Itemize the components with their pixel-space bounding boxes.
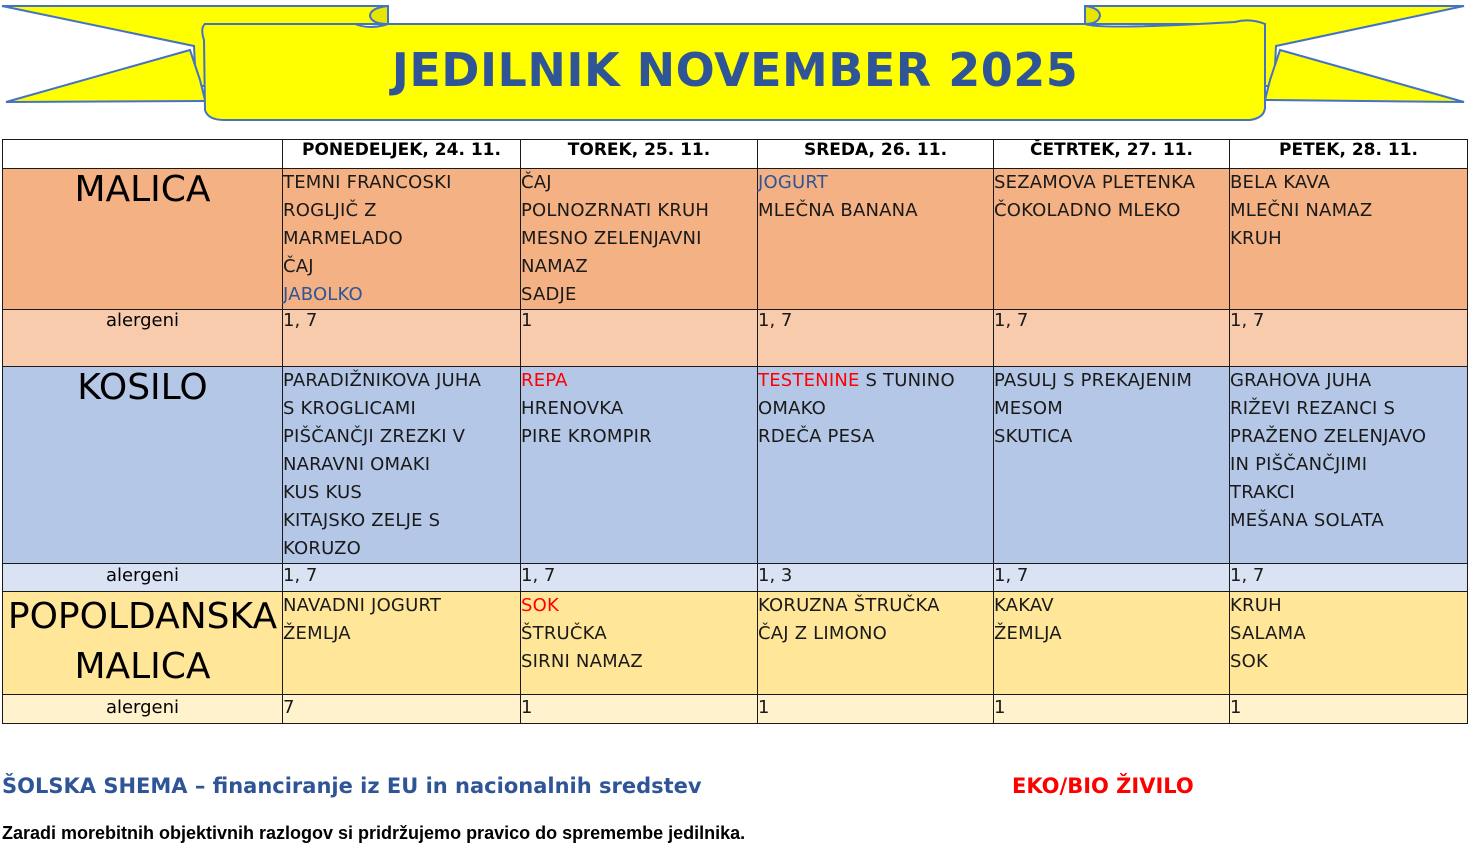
menu-item-text: MLEČNI NAMAZ [1230, 200, 1373, 221]
menu-cell [283, 367, 521, 564]
day-header: PETEK, 28. 11. [1230, 140, 1468, 169]
menu-item-text: ČAJ [521, 172, 552, 193]
menu-item-line [994, 395, 1229, 423]
allergen-cell: 1, 3 [758, 564, 994, 592]
menu-item-text: MESNO ZELENJAVNI [521, 228, 702, 249]
menu-item-text: ŽEMLJA [994, 623, 1062, 644]
menu-item-line [1230, 507, 1467, 535]
kosilo-row [3, 367, 1468, 564]
allergen-cell: 1, 7 [994, 564, 1230, 592]
meal-label-line: MALICA [74, 646, 211, 687]
kosilo-allergen-row [3, 564, 1468, 592]
menu-item-line [283, 535, 520, 563]
menu-item-line [1230, 423, 1467, 451]
day-header: ČETRTEK, 27. 11. [994, 140, 1230, 169]
menu-item-line [758, 367, 993, 395]
menu-item-line [758, 620, 993, 648]
allergen-cell: 1 [994, 695, 1230, 724]
menu-item-text: REPA [521, 370, 568, 391]
menu-item-text: SALAMA [1230, 623, 1306, 644]
menu-item-line [1230, 169, 1467, 197]
menu-item-line [1230, 648, 1467, 676]
menu-item-line [521, 169, 757, 197]
menu-item-text: PIŠČANČJI ZREZKI V [283, 426, 466, 447]
ribbon-right-lower [1265, 50, 1464, 102]
menu-item-text: TEMNI FRANCOSKI [283, 172, 452, 193]
menu-cell [758, 592, 994, 695]
allergen-cell: 1, 7 [283, 310, 521, 367]
menu-item-line [1230, 367, 1467, 395]
menu-item-text: RDEČA PESA [758, 426, 875, 447]
menu-item-line [283, 197, 520, 225]
menu-cell [1230, 592, 1468, 695]
menu-item-text: SKUTICA [994, 426, 1073, 447]
menu-item-line [758, 197, 993, 225]
menu-item-line [994, 169, 1229, 197]
menu-item-line [994, 367, 1229, 395]
menu-item-text: MLEČNA BANANA [758, 200, 918, 221]
day-header: SREDA, 26. 11. [758, 140, 994, 169]
menu-item-text: KRUH [1230, 228, 1282, 249]
menu-item-text: MARMELADO [283, 228, 403, 249]
menu-item-line [758, 592, 993, 620]
menu-item-line [521, 395, 757, 423]
allergen-cell: 1 [758, 695, 994, 724]
menu-cell [521, 169, 758, 310]
menu-item-line [521, 620, 757, 648]
menu-item-line [521, 367, 757, 395]
menu-cell [1230, 367, 1468, 564]
menu-cell [994, 367, 1230, 564]
malica-allergen-row [3, 310, 1468, 367]
menu-item-text: MESOM [994, 398, 1064, 419]
menu-cell [758, 169, 994, 310]
menu-item-text: KORUZO [283, 538, 362, 559]
menu-item-line [1230, 479, 1467, 507]
menu-item-text: NARAVNI OMAKI [283, 454, 431, 475]
day-header: PONEDELJEK, 24. 11. [283, 140, 521, 169]
menu-item-text: HRENOVKA [521, 398, 624, 419]
menu-item-text: PASULJ S PREKAJENIM [994, 370, 1193, 391]
menu-item-text: BELA KAVA [1230, 172, 1331, 193]
menu-item-text: JABOLKO [283, 284, 363, 305]
menu-item-text: PRAŽENO ZELENJAVO [1230, 426, 1427, 447]
disclaimer-note: Zaradi morebitnih objektivnih razlogov si pridržujemo pravico do spremembe jedilnika. [2, 823, 746, 843]
menu-item-line [994, 423, 1229, 451]
meal-label-popoldanska [3, 592, 283, 695]
menu-item-line [1230, 620, 1467, 648]
menu-item-text: POLNOZRNATI KRUH [521, 200, 710, 221]
menu-item-line [283, 620, 520, 648]
meal-label-line: POPOLDANSKA [7, 596, 278, 637]
menu-item-line [521, 592, 757, 620]
menu-item-line [521, 281, 757, 309]
allergen-label: alergeni [3, 564, 283, 592]
allergen-cell: 1 [1230, 695, 1468, 724]
menu-item-text-rest: S TUNINO [859, 370, 955, 391]
menu-item-line [283, 423, 520, 451]
menu-cell [994, 169, 1230, 310]
menu-item-text: ROGLJIČ Z [283, 200, 377, 221]
menu-item-line [1230, 592, 1467, 620]
menu-item-line [758, 169, 993, 197]
malica-row [3, 169, 1468, 310]
menu-item-line [283, 451, 520, 479]
popoldanska-row [3, 592, 1468, 695]
menu-item-text: GRAHOVA JUHA [1230, 370, 1372, 391]
menu-item-line [283, 507, 520, 535]
menu-item-line [283, 395, 520, 423]
menu-item-text: KITAJSKO ZELJE S [283, 510, 441, 531]
menu-item-line [758, 395, 993, 423]
menu-item-text: ČOKOLADNO MLEKO [994, 200, 1181, 221]
menu-item-text: PIRE KROMPIR [521, 426, 652, 447]
menu-table [2, 139, 1468, 724]
menu-item-line [758, 423, 993, 451]
menu-cell [521, 592, 758, 695]
menu-cell [1230, 169, 1468, 310]
menu-item-line [283, 367, 520, 395]
page-title: JEDILNIK NOVEMBER 2025 [391, 43, 1079, 97]
allergen-cell: 1, 7 [521, 564, 758, 592]
meal-label-kosilo: KOSILO [3, 367, 283, 564]
allergen-cell: 1, 7 [758, 310, 994, 367]
menu-cell [521, 367, 758, 564]
day-header: TOREK, 25. 11. [521, 140, 758, 169]
menu-item-text: ŠTRUČKA [521, 623, 607, 644]
allergen-cell: 1 [521, 310, 758, 367]
menu-item-line [521, 225, 757, 253]
menu-item-line [521, 253, 757, 281]
menu-item-text: MEŠANA SOLATA [1230, 510, 1384, 531]
allergen-cell: 1, 7 [1230, 310, 1468, 367]
menu-item-line [283, 592, 520, 620]
menu-item-text: S KROGLICAMI [283, 398, 417, 419]
menu-item-text: OMAKO [758, 398, 826, 419]
menu-item-line [1230, 225, 1467, 253]
menu-item-line [521, 423, 757, 451]
menu-item-text: RIŽEVI REZANCI S [1230, 398, 1396, 419]
menu-item-text: ŽEMLJA [283, 623, 351, 644]
menu-item-text: KORUZNA ŠTRUČKA [758, 595, 940, 616]
menu-item-text: PARADIŽNIKOVA JUHA [283, 370, 482, 391]
meal-label-malica: MALICA [3, 169, 283, 310]
menu-cell [994, 592, 1230, 695]
menu-item-line [994, 592, 1229, 620]
menu-item-text: ČAJ Z LIMONO [758, 623, 888, 644]
menu-item-text: SOK [521, 595, 559, 616]
days-header-row [3, 140, 1468, 169]
menu-item-text: KUS KUS [283, 482, 362, 503]
menu-item-line [1230, 451, 1467, 479]
menu-item-text: SADJE [521, 284, 577, 305]
popoldanska-allergen-row [3, 695, 1468, 724]
menu-cell [283, 592, 521, 695]
menu-item-line [521, 197, 757, 225]
menu-item-line [283, 253, 520, 281]
menu-item-line [1230, 197, 1467, 225]
menu-item-line [994, 620, 1229, 648]
menu-item-text: SOK [1230, 651, 1268, 672]
menu-item-text: TRAKCI [1230, 482, 1295, 503]
menu-item-text: SEZAMOVA PLETENKA [994, 172, 1196, 193]
menu-item-line [1230, 395, 1467, 423]
menu-item-text: KRUH [1230, 595, 1282, 616]
menu-item-text: NAMAZ [521, 256, 588, 277]
menu-item-text: NAVADNI JOGURT [283, 595, 442, 616]
menu-cell [758, 367, 994, 564]
menu-item-line [283, 225, 520, 253]
title-banner [0, 0, 1470, 130]
menu-item-text: SIRNI NAMAZ [521, 651, 643, 672]
allergen-cell: 1, 7 [283, 564, 521, 592]
menu-item-line [521, 648, 757, 676]
menu-item-line [283, 479, 520, 507]
allergen-label: alergeni [3, 695, 283, 724]
allergen-cell: 7 [283, 695, 521, 724]
allergen-cell: 1 [521, 695, 758, 724]
menu-item-line [283, 169, 520, 197]
menu-item-text: TESTENINE [758, 370, 860, 391]
menu-item-text: IN PIŠČANČJIMI [1230, 454, 1368, 475]
allergen-label: alergeni [3, 310, 283, 367]
menu-item-line [283, 281, 520, 309]
allergen-cell: 1, 7 [994, 310, 1230, 367]
menu-item-line [994, 197, 1229, 225]
menu-item-text: JOGURT [758, 172, 828, 193]
header-corner [3, 140, 283, 169]
allergen-cell: 1, 7 [1230, 564, 1468, 592]
menu-cell [283, 169, 521, 310]
menu-item-text: ČAJ [283, 256, 314, 277]
menu-item-text: KAKAV [994, 595, 1054, 616]
eko-bio-legend: EKO/BIO ŽIVILO [1012, 774, 1194, 798]
school-scheme-note: ŠOLSKA SHEMA – financiranje iz EU in nacionalnih sredstev [2, 774, 702, 798]
